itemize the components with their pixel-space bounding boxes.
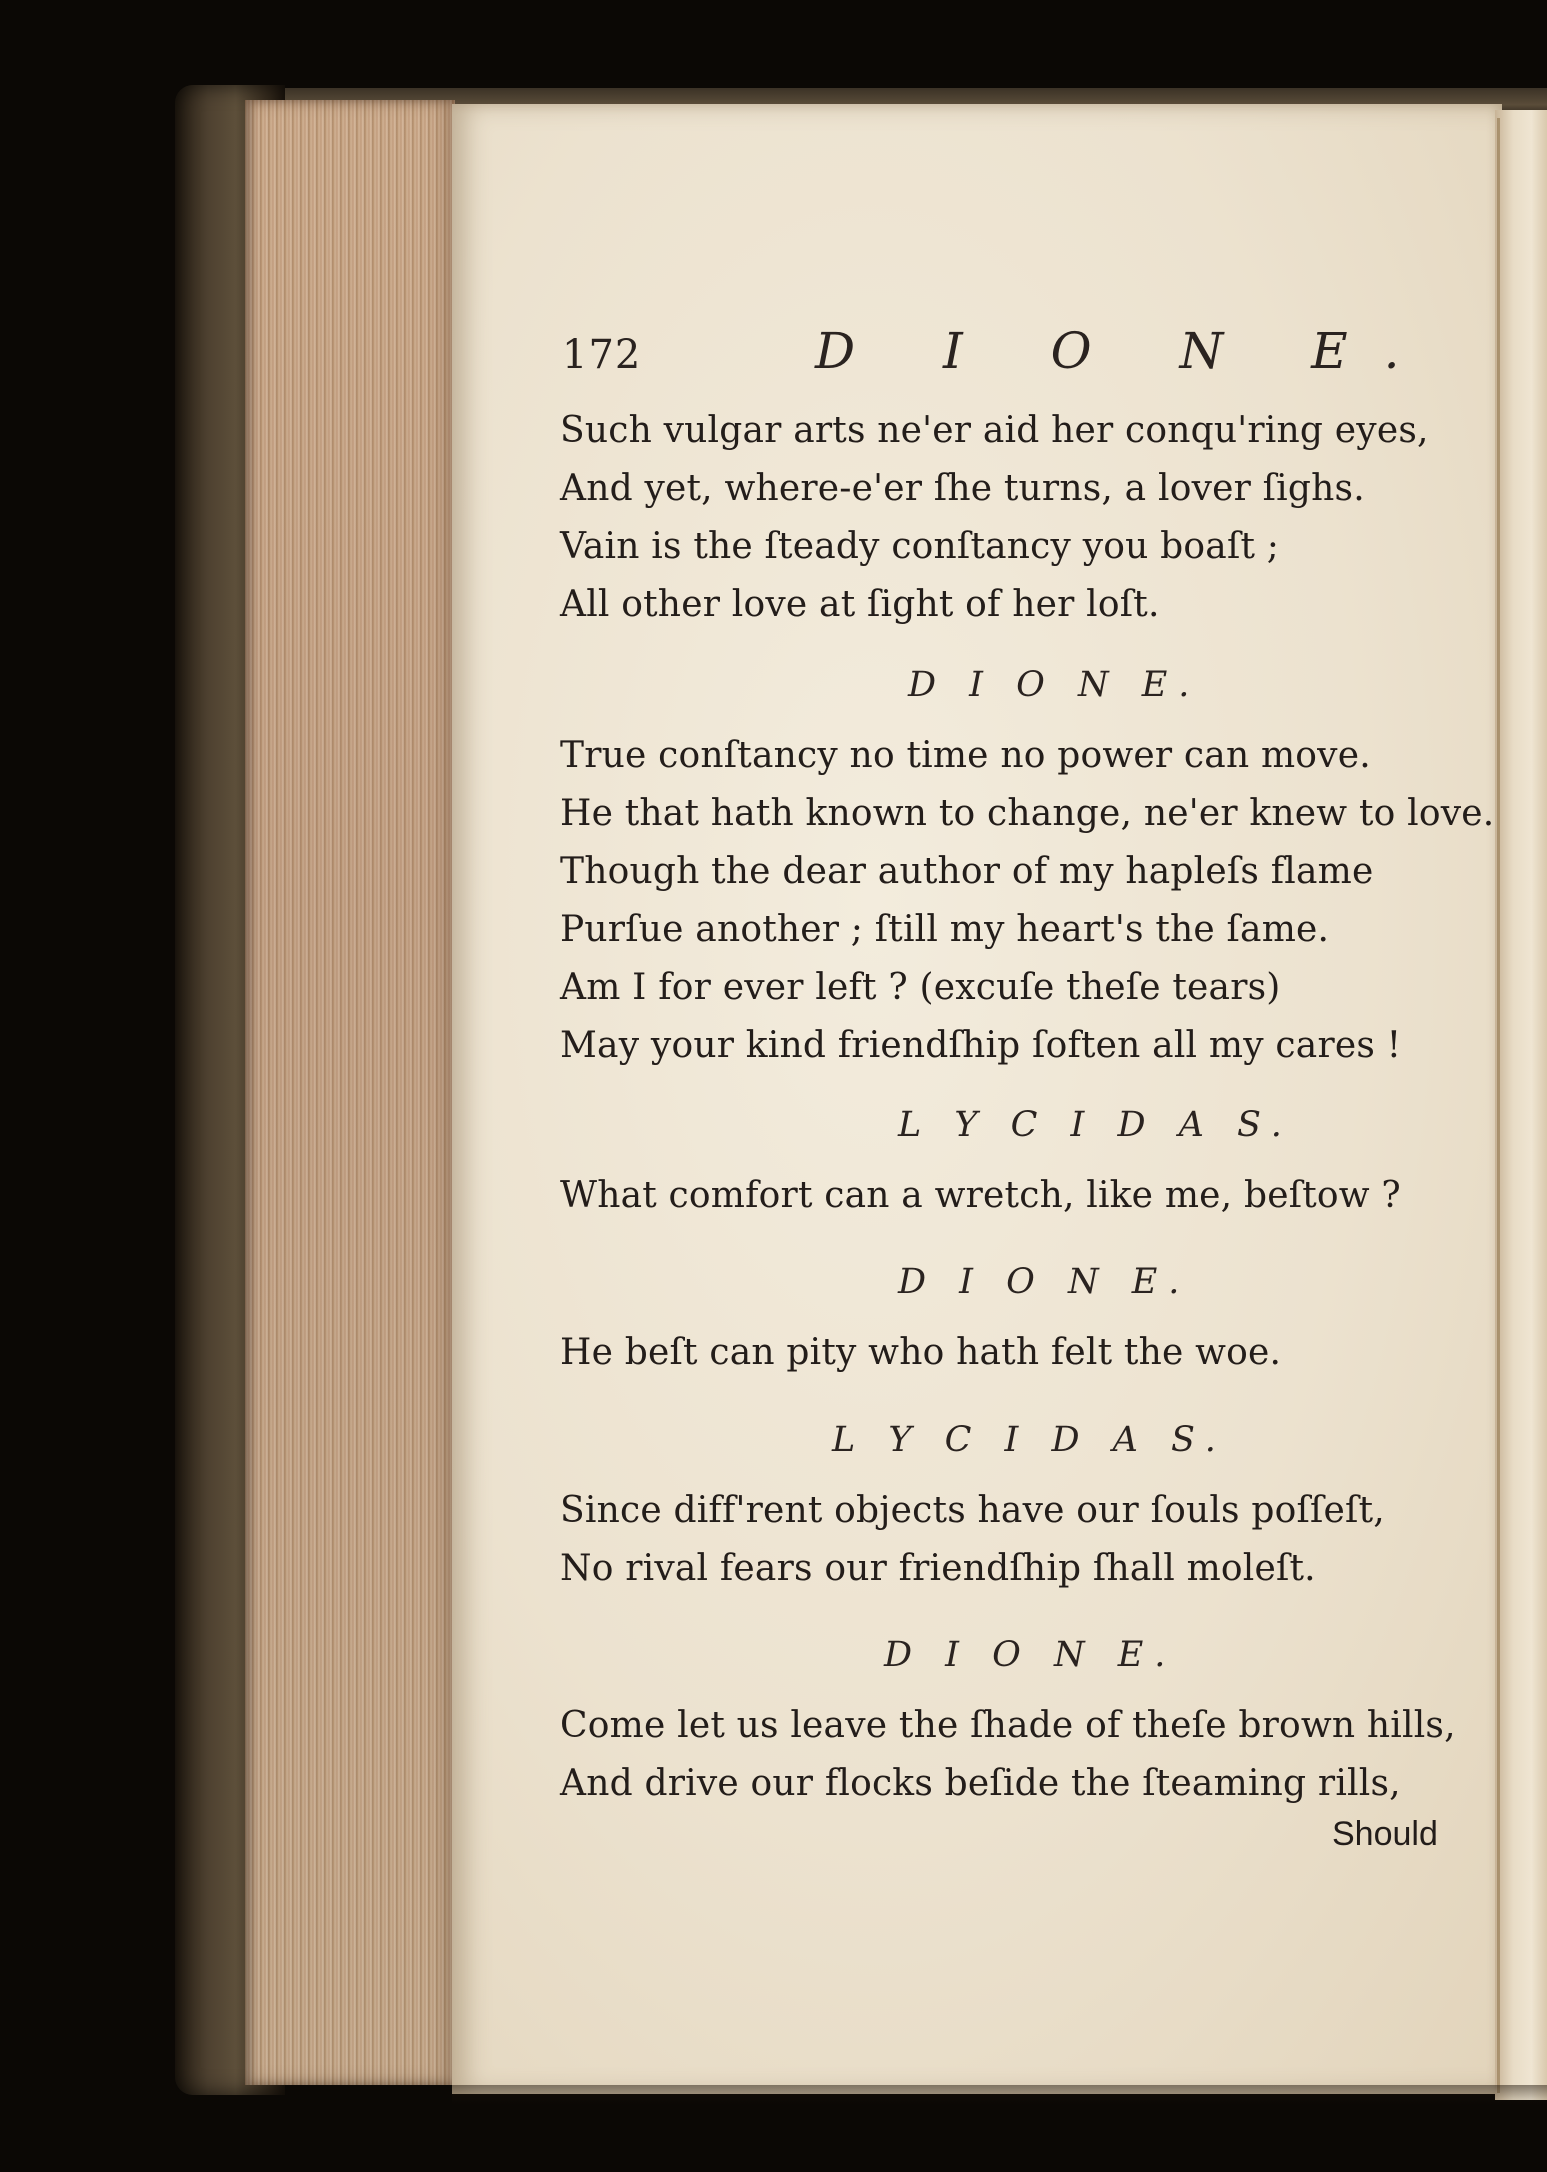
running-title: D I O N E. xyxy=(815,322,1436,380)
verse-line: He beſt can pity who hath felt the woe. xyxy=(560,1332,1282,1373)
verse-line: Since diff'rent objects have our ſouls poſſeſt, xyxy=(560,1490,1385,1531)
verse-line: And yet, where-e'er ſhe turns, a lover ſighs. xyxy=(560,468,1365,509)
verse-line: He that hath known to change, ne'er knew to love. xyxy=(560,793,1495,834)
verse-line: Come let us leave the ſhade of theſe brown hills, xyxy=(560,1705,1456,1746)
verse-line: Though the dear author of my hapleſs flame xyxy=(560,851,1374,892)
gutter-line xyxy=(1497,118,1500,2093)
verse-line: True conſtancy no time no power can move. xyxy=(560,735,1371,776)
verse-line: Am I for ever left ? (excuſe theſe tears) xyxy=(560,967,1281,1008)
verse-line: All other love at ſight of her loſt. xyxy=(560,584,1160,625)
verse-line: What comfort can a wretch, like me, beſtow ? xyxy=(560,1175,1401,1216)
page-edges xyxy=(245,100,455,2085)
verse-line: May your kind friendſhip ſoften all my cares ! xyxy=(560,1025,1402,1066)
speaker-heading: D I O N E. xyxy=(884,1635,1177,1675)
page-bottom-shadow xyxy=(452,2085,1547,2105)
verse-line: Vain is the ſteady conſtancy you boaſt ; xyxy=(560,526,1280,567)
page-number: 172 xyxy=(562,332,642,378)
speaker-heading: D I O N E. xyxy=(908,665,1201,705)
speaker-heading: L Y C I D A S. xyxy=(898,1105,1293,1145)
verse-line: Such vulgar arts ne'er aid her conqu'ring eyes, xyxy=(560,410,1429,451)
catchword: Should xyxy=(1332,1815,1438,1853)
speaker-heading: L Y C I D A S. xyxy=(832,1420,1227,1460)
verse-line: Purſue another ; ſtill my heart's the ſame. xyxy=(560,909,1330,950)
page-gutter xyxy=(1495,110,1547,2100)
speaker-heading: D I O N E. xyxy=(898,1262,1191,1302)
verse-line: No rival fears our friendſhip ſhall moleſt. xyxy=(560,1548,1316,1589)
verse-line: And drive our flocks beſide the ſteaming rills, xyxy=(560,1763,1401,1804)
